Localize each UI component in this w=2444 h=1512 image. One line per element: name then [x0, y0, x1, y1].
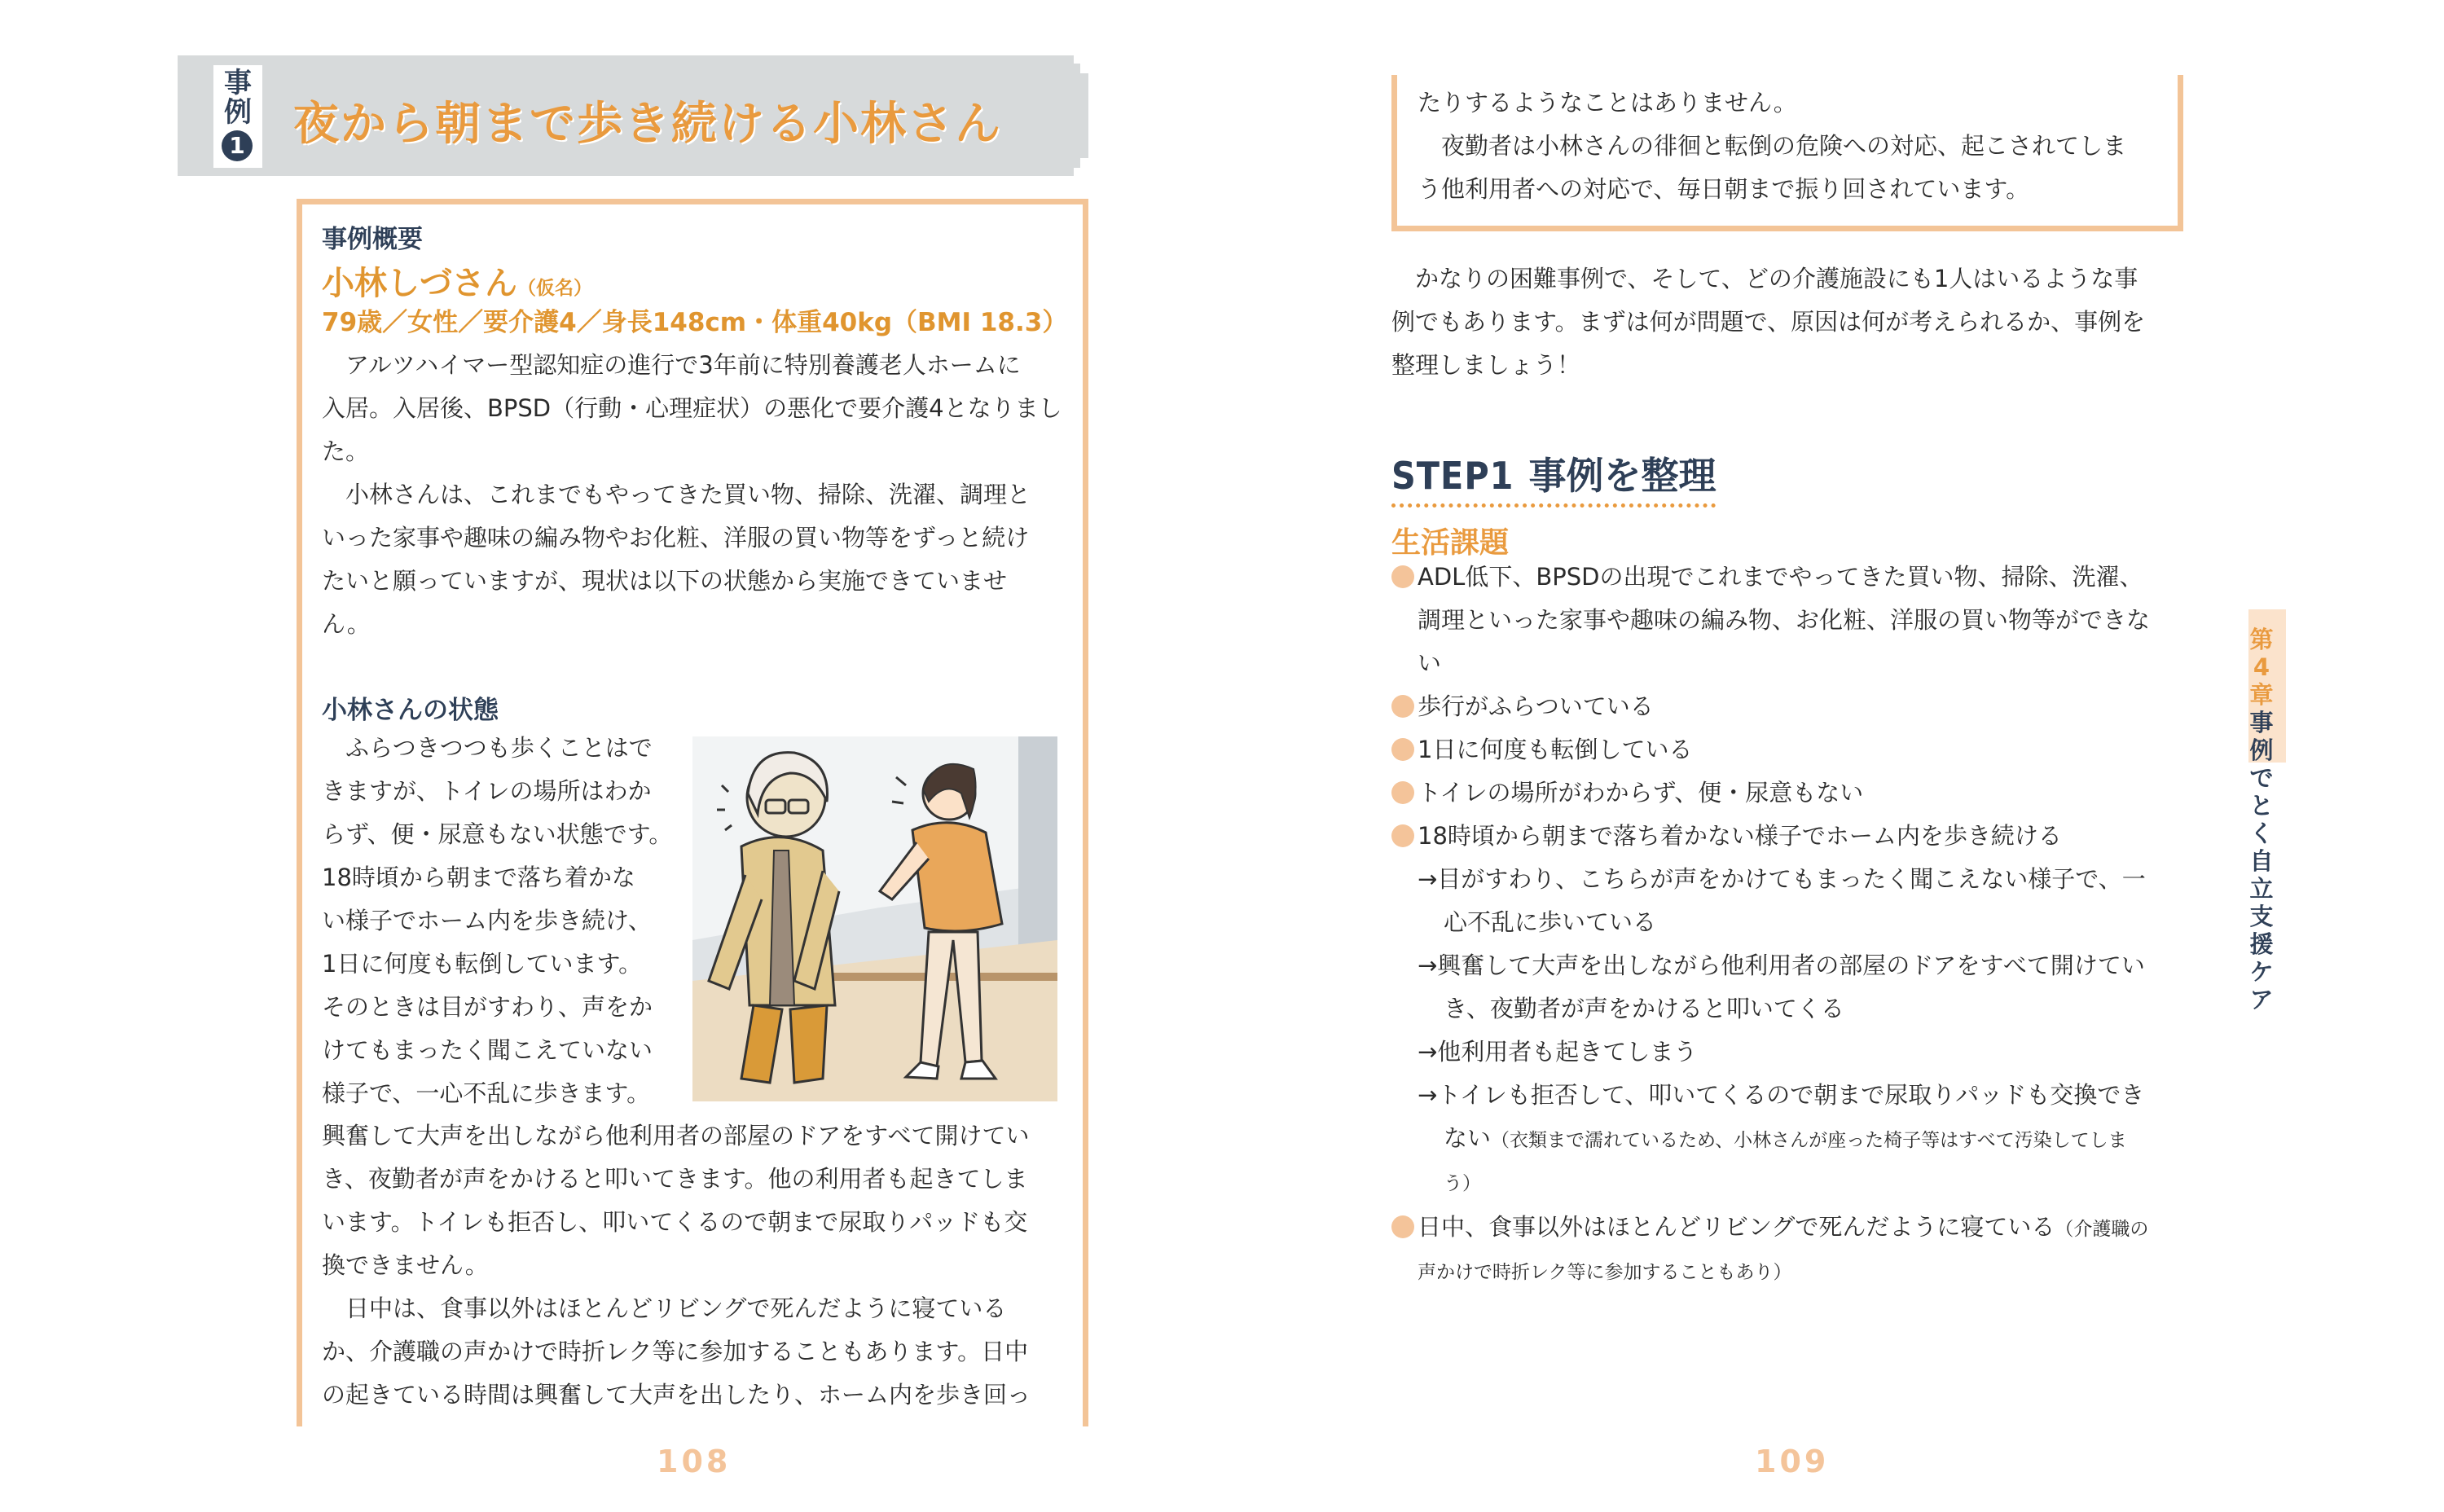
text-line: そのときは目がすわり、声をか [322, 993, 653, 1021]
title-band-edge [1074, 73, 1088, 158]
caregiver-illustration [692, 736, 1057, 1101]
text-line: けてもまったく聞こえていない [322, 1036, 653, 1064]
text-line: か、介護職の声かけで時折レク等に参加することもあります。日中 [322, 1338, 1029, 1365]
text-line: 18時頃から朝まで落ち着かな [322, 864, 635, 891]
text-line: →興奮して大声を出しながら他利用者の部屋のドアをすべて開けてい [1418, 952, 2145, 979]
text-line: 日中は、食事以外はほとんどリビングで死んだように寝ている [322, 1294, 1007, 1322]
state-label: 小林さんの状態 [322, 696, 499, 725]
state-paragraph-narrow [322, 727, 680, 1115]
bullet-icon [1391, 565, 1414, 588]
text-line: い [1418, 649, 1442, 677]
text-line: たいと願っていますが、現状は以下の状態から実施できていませ [322, 567, 1008, 595]
case-label: 事例 [224, 67, 252, 129]
list-item: 歩行がふらついている [1391, 685, 2150, 728]
list-item: ADL低下、BPSDの出現でこれまでやってきた買い物、掃除、洗濯、 [1391, 556, 2150, 599]
text-line: アルツハイマー型認知症の進行で3年前に特別養護老人ホームに [322, 351, 1021, 379]
list-item: 日中、食事以外はほとんどリビングで死んだように寝ている（介護職の [1391, 1206, 2150, 1251]
text-line: かなりの困難事例で、そして、どの介護施設にも1人はいるような事 [1391, 265, 2138, 292]
text-line: き、夜勤者が声をかけると叩いてきます。他の利用者も起きてしま [322, 1165, 1028, 1193]
person-name: 小林しづさん（仮名） [322, 265, 592, 302]
text-line: う他利用者への対応で、毎日朝まで振り回されています。 [1418, 175, 2030, 203]
text-line: ん。 [322, 610, 371, 638]
page-title: 夜から朝まで歩き続ける小林さん [293, 98, 1002, 151]
text-line: ふらつきつつも歩くことはで [322, 734, 653, 762]
subheading: 生活課題 [1391, 526, 1510, 560]
text-line: らず、便・尿意もない状態です。 [322, 820, 673, 848]
name-note: （仮名） [517, 278, 592, 299]
text-line: →他利用者も起きてしまう [1418, 1038, 1698, 1066]
text-line: き、夜勤者が声をかけると叩いてくる [1444, 995, 1844, 1022]
state-paragraph-wide [322, 1114, 1071, 1417]
text-line: 整理しましょう！ [1391, 351, 1581, 379]
bullet-icon [1391, 781, 1414, 804]
text-line: 換できません。 [322, 1251, 489, 1279]
person-profile: 79歳／女性／要介護4／身長148cm・体重40kg（BMI 18.3） [322, 308, 1068, 337]
text-line: たりするようなことはありません。 [1418, 89, 1797, 116]
case-number-badge: 1 [222, 130, 253, 161]
text-line: 夜勤者は小林さんの徘徊と転倒の危険への対応、起こされてしま [1418, 132, 2127, 160]
text-line: 興奮して大声を出しながら他利用者の部屋のドアをすべて開けてい [322, 1122, 1030, 1149]
text-line: い様子でホーム内を歩き続け、 [322, 907, 652, 934]
intro-paragraph [322, 344, 1071, 646]
page-number-left: 108 [657, 1444, 732, 1479]
list-item: 1日に何度も転倒している [1391, 728, 2150, 771]
overview-label: 事例概要 [322, 225, 423, 254]
text-line: 声かけで時折レク等に参加することもあり） [1418, 1262, 1792, 1283]
text-line: いった家事や趣味の編み物やお化粧、洋服の買い物等をずっと続け [322, 524, 1030, 552]
bullet-icon [1391, 824, 1414, 847]
text-line: ない（衣類まで濡れているため、小林さんが座った椅子等はすべて汚染してしま [1444, 1124, 2127, 1152]
text-line: います。トイレも拒否し、叩いてくるので朝まで尿取りパッドも交 [322, 1208, 1028, 1236]
text-line: →トイレも拒否して、叩いてくるので朝まで尿取りパッドも交換でき [1418, 1081, 2145, 1109]
list-item: トイレの場所がわからず、便・尿意もない [1391, 771, 2150, 815]
text-line: 様子で、一心不乱に歩きます。 [322, 1079, 651, 1107]
step-title: 事例を整理 [1528, 454, 1717, 498]
issue-list [1391, 556, 2150, 1294]
chapter-tab-text: 第 4 章 事 例 で と く 自 立 支 援 ケ ア [2249, 626, 2274, 1013]
text-line: 小林さんは、これまでもやってきた買い物、掃除、洗濯、調理と [322, 481, 1031, 508]
step-heading [1391, 446, 1716, 508]
bullet-icon [1391, 738, 1414, 761]
continued-box-text [1418, 81, 2126, 211]
text-line: 入居。入居後、BPSD（行動・心理症状）の悪化で要介護4となりまし [322, 394, 1062, 422]
text-line: た。 [322, 437, 370, 465]
step-tag: STEP1 [1391, 454, 1514, 498]
text-line: う） [1444, 1173, 1481, 1194]
bullet-icon [1391, 695, 1414, 718]
bullet-icon [1391, 1215, 1414, 1238]
text-line: →目がすわり、こちらが声をかけてもまったく聞こえない様子で、一 [1418, 865, 2146, 893]
list-item: 18時頃から朝まで落ち着かない様子でホーム内を歩き続ける [1391, 815, 2150, 858]
text-line: 心不乱に歩いている [1444, 908, 1657, 936]
text-line: の起きている時間は興奮して大声を出したり、ホーム内を歩き回っ [322, 1381, 1031, 1409]
text-line: 例でもあります。まずは何が問題で、原因は何が考えられるか、事例を [1391, 308, 2146, 336]
page-number-right: 109 [1755, 1444, 1830, 1479]
text-line: 調理といった家事や趣味の編み物、お化粧、洋服の買い物等ができな [1418, 606, 2151, 634]
intro-text [1391, 257, 2145, 387]
text-line: きますが、トイレの場所はわか [322, 777, 652, 805]
text-line: 1日に何度も転倒しています。 [322, 950, 643, 978]
